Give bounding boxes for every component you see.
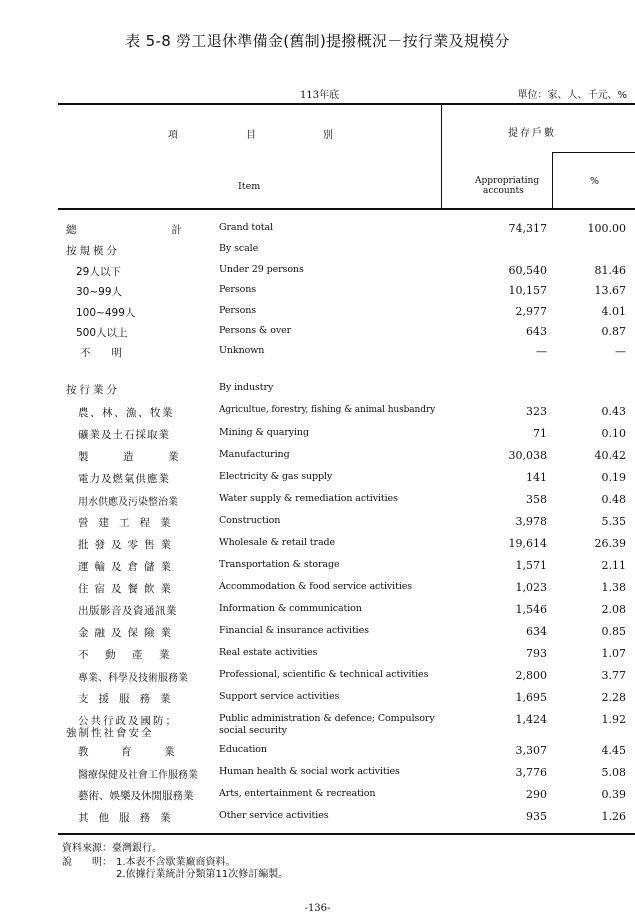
row-label-en: Professional, scientific & technical activities <box>219 669 429 680</box>
row-label-en: Information & communication <box>219 603 362 614</box>
row-percent: 26.39 <box>594 537 626 550</box>
table-row <box>0 264 635 280</box>
row-percent: 0.48 <box>601 493 626 506</box>
percent-col-header: % <box>590 176 600 187</box>
row-label-zh: 其他服務業 <box>78 812 181 824</box>
row-label-zh: 30~99人 <box>76 286 123 298</box>
row-label-zh: 醫療保健及社會工作服務業 <box>78 770 198 781</box>
row-percent: 13.67 <box>594 284 626 297</box>
row-accounts: 1,571 <box>515 559 547 572</box>
row-label-zh: 金融及保險業 <box>78 627 177 639</box>
row-label-en: Manufacturing <box>219 449 290 460</box>
row-percent: 0.39 <box>601 788 626 801</box>
row-label-zh: 製 造 業 <box>78 451 191 463</box>
row-percent: 5.35 <box>601 515 626 528</box>
row-percent: 1.38 <box>601 581 626 594</box>
row-accounts: 30,038 <box>508 449 547 462</box>
row-label-zh: 支援服務業 <box>78 693 181 705</box>
row-percent: 0.10 <box>601 427 626 440</box>
table-row <box>0 537 635 553</box>
row-accounts: 323 <box>526 405 547 418</box>
row-accounts: 3,776 <box>515 766 547 779</box>
row-accounts: 2,800 <box>515 669 547 682</box>
table-row <box>0 581 635 597</box>
header-bottom-rule <box>58 208 635 210</box>
row-accounts: 793 <box>526 647 547 660</box>
row-accounts: 19,614 <box>508 537 547 550</box>
row-label-zh: 用水供應及污染整治業 <box>78 497 178 508</box>
row-label-zh: 營建工程業 <box>78 517 181 529</box>
row-label-zh: 100~499人 <box>76 307 136 319</box>
item-header-char-3: 別 <box>323 130 333 141</box>
row-label-zh: 總 計 <box>66 224 182 236</box>
row-label-en: Construction <box>219 515 281 526</box>
year-label: 113年底 <box>300 90 340 101</box>
row-label-zh: 按行業分 <box>66 384 120 396</box>
table-bottom-rule <box>58 833 635 835</box>
row-label-en: Water supply & remediation activities <box>219 493 398 504</box>
page-number: -136- <box>304 903 331 914</box>
row-label-zh: 礦業及土石採取業 <box>78 429 170 441</box>
row-label-en: Education <box>219 744 267 755</box>
table-row <box>0 382 635 398</box>
row-label-en: Agricultue, forestry, fishing & animal husbandry <box>219 405 436 415</box>
row-label-zh: 農、林、漁、牧業 <box>78 407 174 419</box>
row-label-en: Electricity & gas supply <box>219 471 333 482</box>
row-percent: 0.19 <box>601 471 626 484</box>
accounts-col-header-line2: accounts <box>483 186 524 196</box>
table-row <box>0 493 635 509</box>
row-accounts: 71 <box>533 427 547 440</box>
row-percent: 1.92 <box>601 713 626 726</box>
percent-column-rule <box>552 152 553 209</box>
table-row <box>0 471 635 487</box>
row-percent: 2.08 <box>601 603 626 616</box>
row-label-en: Accommodation & food service activities <box>219 581 413 592</box>
row-label-zh: 專業、科學及技術服務業 <box>78 673 188 684</box>
table-title: 表 5-8 勞工退休準備金(舊制)提撥概況－按行業及規模分 <box>125 32 510 50</box>
row-label-en: Grand total <box>219 222 273 233</box>
table-row <box>0 713 635 741</box>
row-accounts: — <box>536 345 547 358</box>
table-row <box>0 222 635 238</box>
row-label-en: Transportation & storage <box>219 559 340 570</box>
row-label-en: Support service activities <box>219 691 340 702</box>
row-label-en: Persons <box>219 305 257 316</box>
row-accounts: 2,977 <box>515 305 547 318</box>
row-percent: — <box>615 345 626 358</box>
row-percent: 0.43 <box>601 405 626 418</box>
row-accounts: 10,157 <box>508 284 547 297</box>
row-label-en: By scale <box>219 243 259 254</box>
row-label-en: Under 29 persons <box>219 264 304 275</box>
table-row <box>0 788 635 804</box>
row-accounts: 643 <box>526 325 547 338</box>
row-accounts: 1,424 <box>515 713 547 726</box>
table-row <box>0 603 635 619</box>
row-label-zh: 出版影音及資通訊業 <box>78 605 177 617</box>
table-top-rule <box>58 103 635 105</box>
row-label-en: By industry <box>219 382 274 393</box>
table-row <box>0 243 635 259</box>
row-percent: 1.07 <box>601 647 626 660</box>
row-label-zh: 不 明 <box>80 347 122 359</box>
row-percent: 4.45 <box>601 744 626 757</box>
row-accounts: 3,307 <box>515 744 547 757</box>
row-label-zh-line2: 強制性社會安全 <box>66 727 154 739</box>
row-percent: 1.26 <box>601 810 626 823</box>
table-row <box>0 625 635 641</box>
row-label-en: Wholesale & retail trade <box>219 537 336 548</box>
table-row <box>0 559 635 575</box>
row-accounts: 74,317 <box>508 222 547 235</box>
item-header-char-1: 項 <box>168 130 178 141</box>
row-label-zh: 運輸及倉儲業 <box>78 561 177 573</box>
row-accounts: 1,023 <box>515 581 547 594</box>
table-row <box>0 449 635 465</box>
row-accounts: 3,978 <box>515 515 547 528</box>
row-percent: 100.00 <box>587 222 626 235</box>
table-row <box>0 647 635 663</box>
row-label-en: Persons <box>219 284 257 295</box>
table-row <box>0 744 635 760</box>
note-1: 1.本表不含歇業廠商資料。 <box>116 857 236 868</box>
row-label-en: Human health & social work activities <box>219 766 400 777</box>
source-note: 資料來源：臺灣銀行。 <box>62 843 162 854</box>
row-label-en: Other service activities <box>219 810 329 821</box>
accounts-group-header: 提存戶數 <box>508 128 556 139</box>
row-label-en-line2: social security <box>219 725 287 736</box>
table-row <box>0 691 635 707</box>
row-label-en: Arts, entertainment & recreation <box>219 788 376 799</box>
row-label-zh: 教 育 業 <box>78 746 186 758</box>
row-accounts: 60,540 <box>508 264 547 277</box>
row-percent: 2.28 <box>601 691 626 704</box>
row-percent: 2.11 <box>601 559 626 572</box>
table-row <box>0 405 635 421</box>
row-label-en: Public administration & defence; Compulsory <box>219 713 435 724</box>
row-percent: 0.87 <box>601 325 626 338</box>
row-label-zh: 500人以上 <box>76 327 128 339</box>
row-percent: 0.85 <box>601 625 626 638</box>
table-row <box>0 766 635 782</box>
row-label-en: Persons & over <box>219 325 292 336</box>
item-header-char-2: 目 <box>246 130 256 141</box>
row-label-zh: 按規模分 <box>66 245 120 257</box>
item-header-en: Item <box>238 181 261 192</box>
row-label-zh: 批發及零售業 <box>78 539 177 551</box>
subheader-rule <box>552 152 635 153</box>
row-accounts: 290 <box>526 788 547 801</box>
row-accounts: 358 <box>526 493 547 506</box>
row-percent: 81.46 <box>594 264 626 277</box>
note-2: 2.依據行業統計分類第11次修訂編製。 <box>116 869 289 880</box>
row-accounts: 1,546 <box>515 603 547 616</box>
row-label-en: Mining & quarying <box>219 427 309 438</box>
row-percent: 40.42 <box>594 449 626 462</box>
table-row <box>0 325 635 341</box>
accounts-col-header-line1: Appropriating <box>475 176 540 186</box>
row-label-en: Real estate activities <box>219 647 318 658</box>
row-accounts: 935 <box>526 810 547 823</box>
table-row <box>0 515 635 531</box>
row-label-en: Unknown <box>219 345 265 356</box>
row-label-zh: 住宿及餐飲業 <box>78 583 177 595</box>
row-accounts: 141 <box>526 471 547 484</box>
row-label-zh: 不 動 產 業 <box>78 649 173 661</box>
row-percent: 3.77 <box>601 669 626 682</box>
note-label: 說 明： <box>62 857 112 868</box>
table-row <box>0 345 635 361</box>
row-accounts: 634 <box>526 625 547 638</box>
table-row <box>0 427 635 443</box>
table-row <box>0 810 635 826</box>
row-label-zh: 29人以下 <box>76 266 121 278</box>
row-label-zh: 電力及燃氣供應業 <box>78 473 170 485</box>
table-row <box>0 284 635 300</box>
table-row <box>0 669 635 685</box>
unit-label: 單位：家、人、千元、% <box>517 90 627 101</box>
item-column-rule <box>441 103 442 209</box>
table-row <box>0 305 635 321</box>
row-label-zh: 藝術、娛樂及休閒服務業 <box>78 790 194 802</box>
row-percent: 5.08 <box>601 766 626 779</box>
row-percent: 4.01 <box>601 305 626 318</box>
row-label-zh: 公共行政及國防； <box>78 715 178 727</box>
row-label-en: Financial & insurance activities <box>219 625 369 636</box>
row-accounts: 1,695 <box>515 691 547 704</box>
